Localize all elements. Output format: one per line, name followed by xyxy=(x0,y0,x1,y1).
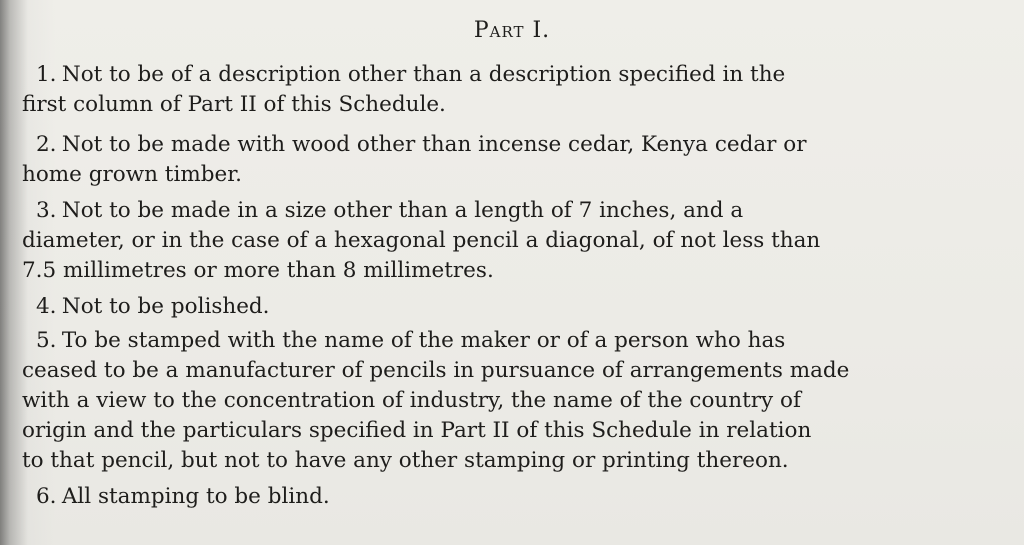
item-2-text-line-2: home grown timber. xyxy=(22,162,242,187)
item-2-text-line-1: Not to be made with wood other than incense cedar, Kenya cedar or xyxy=(61,132,807,157)
item-5-line-1 xyxy=(22,326,982,356)
item-3-text-line-3: 7.5 millimetres or more than 8 millimetres. xyxy=(22,258,494,283)
part-heading: Part I. xyxy=(473,18,551,43)
schedule-item-4 xyxy=(22,292,982,322)
item-6-line-1 xyxy=(22,482,982,512)
item-3-text-line-1: Not to be made in a size other than a length of 7 inches, and a xyxy=(61,198,744,223)
schedule-item-6 xyxy=(22,482,982,512)
item-5-number: 5. xyxy=(36,328,57,353)
item-4-text-line-1: Not to be polished. xyxy=(61,294,270,319)
item-1-line-1 xyxy=(22,60,982,90)
item-5-text-line-2: ceased to be a manufacturer of pencils in pursuance of arrangements made xyxy=(22,358,850,383)
item-5-text-line-3: with a view to the concentration of industry, the name of the country of xyxy=(22,388,801,413)
item-1-text-line-1: Not to be of a description other than a description specified in the xyxy=(61,62,786,87)
schedule-item-3 xyxy=(22,196,982,286)
item-5-text-line-1: To be stamped with the name of the maker or of a person who has xyxy=(61,328,786,353)
item-3-line-1 xyxy=(22,196,982,226)
item-5-text-line-5: to that pencil, but not to have any other stamping or printing thereon. xyxy=(22,448,789,473)
schedule-item-2 xyxy=(22,130,982,190)
item-2-line-1 xyxy=(22,130,982,160)
item-6-text-line-1: All stamping to be blind. xyxy=(61,484,330,509)
item-2-number: 2. xyxy=(36,132,57,157)
item-4-line-1 xyxy=(22,292,982,322)
item-3-number: 3. xyxy=(36,198,57,223)
item-6-number: 6. xyxy=(36,484,57,509)
schedule-item-5 xyxy=(22,326,982,476)
item-3-text-line-2: diameter, or in the case of a hexagonal pencil a diagonal, of not less than xyxy=(22,228,821,253)
item-5-text-line-4: origin and the particulars specified in Part II of this Schedule in relation xyxy=(22,418,812,443)
schedule-item-1 xyxy=(22,60,982,120)
item-4-number: 4. xyxy=(36,294,57,319)
item-1-number: 1. xyxy=(36,62,57,87)
item-1-text-line-2: first column of Part II of this Schedule. xyxy=(22,92,446,117)
